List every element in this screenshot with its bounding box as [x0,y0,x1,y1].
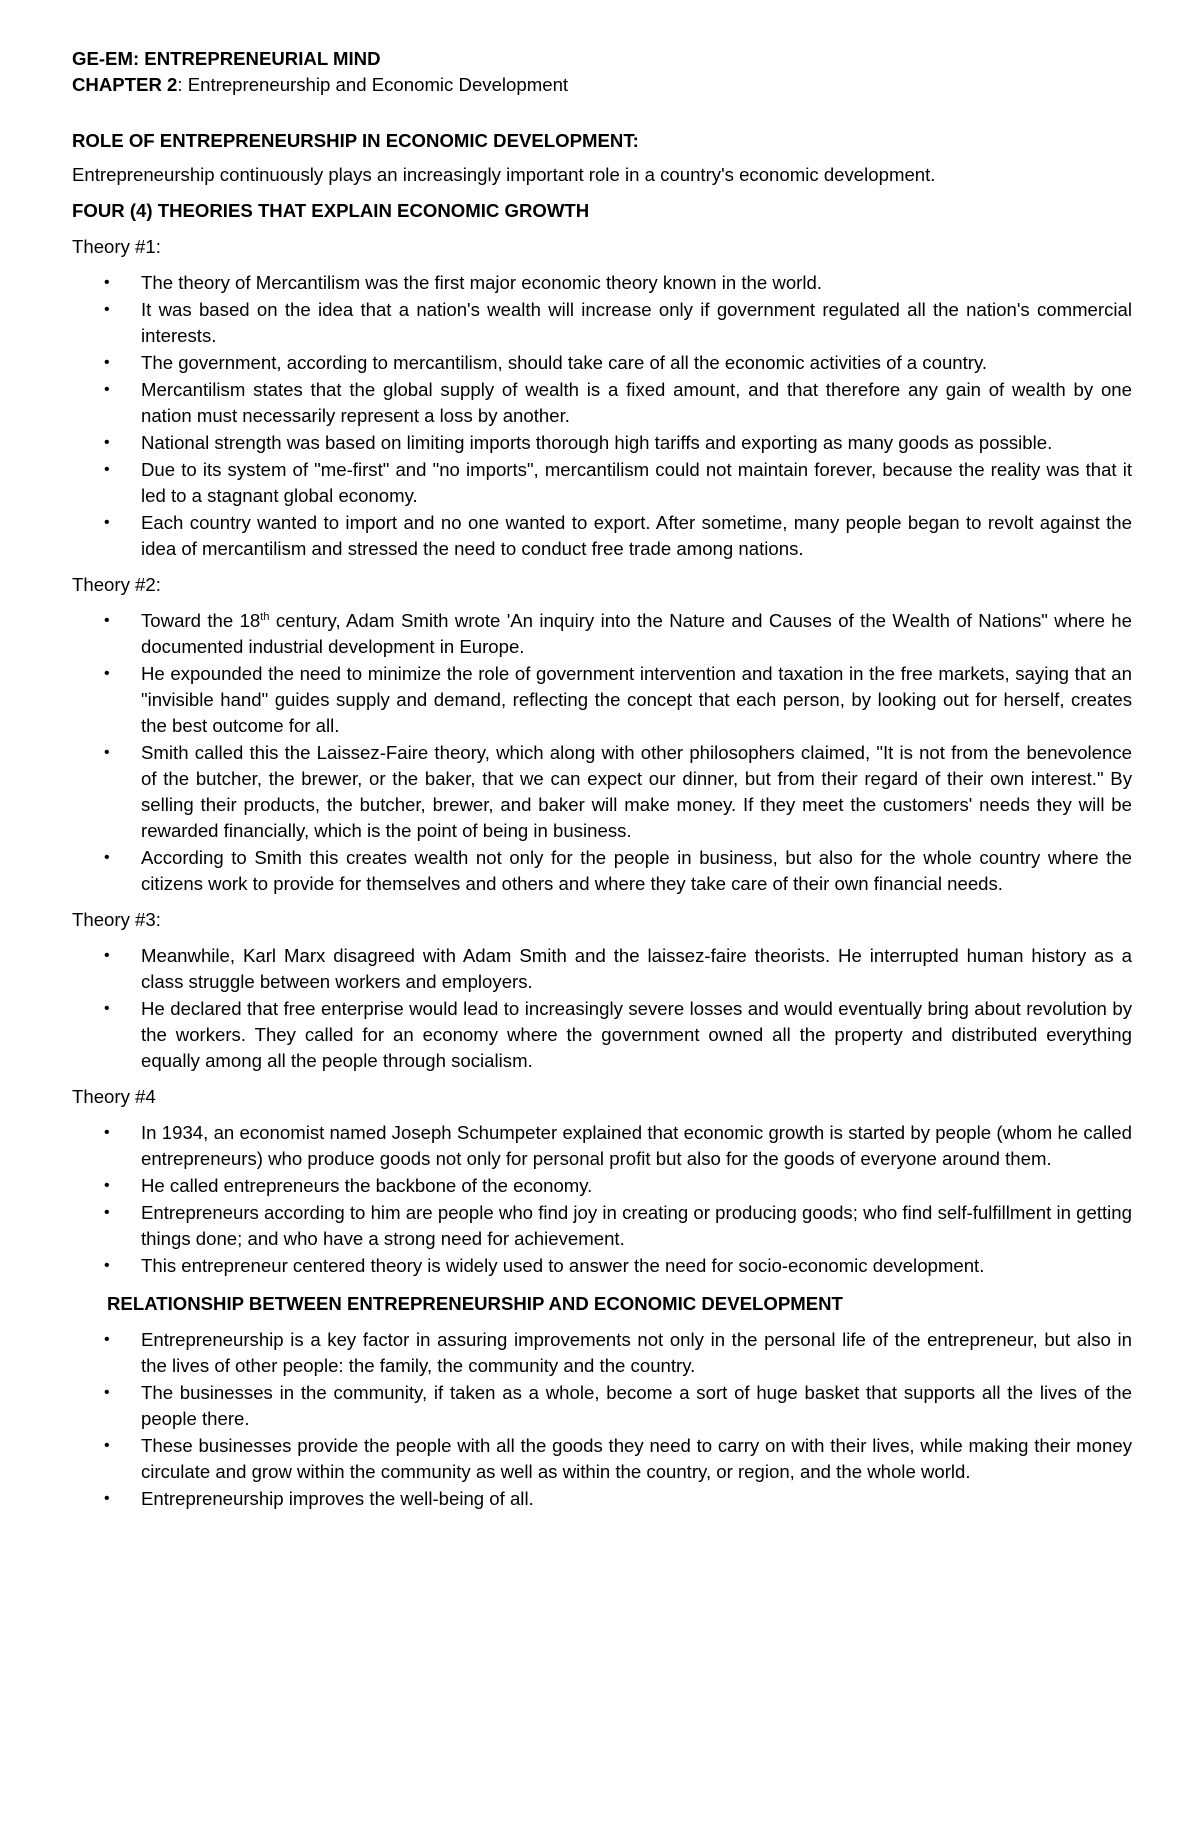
theory-2-label: Theory #2: [72,574,161,595]
list-item [72,377,1132,429]
list-item [72,297,1132,349]
bullet-icon: • [104,665,110,682]
list-item-text: century, Adam Smith wrote 'An inquiry into the Nature and Causes of the Wealth of Nations" where he documented industrial development in Europe. [141,610,1132,657]
list-item-text: The government, according to mercantilism, should take care of all the economic activities of a country. [141,352,988,373]
list-item [72,608,1132,660]
list-item-text: According to Smith this creates wealth not only for the people in business, but also for the whole country where the citizens work to provide for themselves and others and where they take care of their own financial needs. [141,847,1132,894]
bullet-icon: • [104,1384,110,1401]
list-item [72,1433,1132,1485]
list-item-text: These businesses provide the people with all the goods they need to carry on with their lives, while making their money circulate and grow within the community as well as within the country, or region, and the whole world. [141,1435,1132,1482]
bullet-icon: • [104,514,110,531]
bullet-icon: • [104,1000,110,1017]
theory-4-label: Theory #4 [72,1086,156,1107]
list-item [72,996,1132,1074]
list-item [72,1486,1132,1512]
list-item [72,350,1132,376]
bullet-icon: • [104,1124,110,1141]
theory-3-label: Theory #3: [72,909,161,930]
relationship-heading: RELATIONSHIP BETWEEN ENTREPRENEURSHIP AND ECONOMIC DEVELOPMENT [107,1293,843,1314]
bullet-icon: • [104,1331,110,1348]
bullet-icon: • [104,947,110,964]
list-item [72,1200,1132,1252]
list-item-text: Meanwhile, Karl Marx disagreed with Adam Smith and the laissez-faire theorists. He interrupted human history as a class struggle between workers and employers. [141,945,1132,992]
list-item [72,1253,1132,1279]
bullet-icon: • [104,1257,110,1274]
role-heading: ROLE OF ENTREPRENEURSHIP IN ECONOMIC DEVELOPMENT: [72,130,639,151]
list-item-text: He called entrepreneurs the backbone of the economy. [141,1175,593,1196]
bullet-icon: • [104,274,110,291]
list-item-text: National strength was based on limiting imports thorough high tariffs and exporting as many goods as possible. [141,432,1053,453]
bullet-icon: • [104,381,110,398]
list-item-text: He declared that free enterprise would lead to increasingly severe losses and would eventually bring about revolution by the workers. They called for an economy where the government owned all the property and distributed everything equally among all the people through socialism. [141,998,1132,1071]
list-item [72,845,1132,897]
bullet-icon: • [104,354,110,371]
bullet-icon: • [104,744,110,761]
list-item [72,661,1132,739]
bullet-icon: • [104,461,110,478]
list-item [72,1380,1132,1432]
chapter-title: : Entrepreneurship and Economic Development [177,74,569,95]
list-item [72,740,1132,844]
list-item [72,510,1132,562]
theory-1-list [72,270,1132,562]
theory-4-list [72,1120,1132,1279]
list-item-text: He expounded the need to minimize the role of government intervention and taxation in the free markets, saying that an "invisible hand" guides supply and demand, reflecting the concept that each person, by looking out for herself, creates the best outcome for all. [141,663,1132,736]
document-page [72,46,1132,1522]
list-item-text: In 1934, an economist named Joseph Schumpeter explained that economic growth is started by people (whom he called entrepreneurs) who produce goods not only for personal profit but also for the goods of everyone around them. [141,1122,1132,1169]
theories-heading: FOUR (4) THEORIES THAT EXPLAIN ECONOMIC GROWTH [72,200,590,221]
list-item-text: Smith called this the Laissez-Faire theory, which along with other philosophers claimed, "It is not from the benevolence of the butcher, the brewer, or the baker, that we can expect our dinner, but from their regard of their own interest." By selling their products, the butcher, brewer, and baker will make money. If they meet the customers' needs they will be rewarded financially, which is the point of being in business. [141,742,1132,841]
theory-2-list [72,608,1132,897]
bullet-icon: • [104,1490,110,1507]
list-item-text: Each country wanted to import and no one wanted to export. After sometime, many people began to revolt against the idea of mercantilism and stressed the need to conduct free trade among nations. [141,512,1132,559]
list-item [72,1327,1132,1379]
list-item [72,457,1132,509]
relationship-list [72,1327,1132,1512]
bullet-icon: • [104,612,110,629]
list-item [72,270,1132,296]
list-item-text: The theory of Mercantilism was the first major economic theory known in the world. [141,272,823,293]
chapter-line [72,72,1132,98]
list-item [72,943,1132,995]
bullet-icon: • [104,1437,110,1454]
list-item-text: Entrepreneurship is a key factor in assuring improvements not only in the personal life of the entrepreneur, but also in the lives of other people: the family, the community and the country. [141,1329,1132,1376]
theory-1-label: Theory #1: [72,236,161,257]
list-item-text: Toward the 18 [141,610,261,631]
list-item-text: Entrepreneurship improves the well-being of all. [141,1488,534,1509]
theory-3-list [72,943,1132,1074]
list-item-text: It was based on the idea that a nation's wealth will increase only if government regulated all the nation's commercial interests. [141,299,1132,346]
list-item [72,430,1132,456]
list-item [72,1120,1132,1172]
list-item-text: Due to its system of "me-first" and "no imports", mercantilism could not maintain forever, because the reality was that it led to a stagnant global economy. [141,459,1132,506]
bullet-icon: • [104,849,110,866]
list-item-text: Mercantilism states that the global supply of wealth is a fixed amount, and that therefore any gain of wealth by one nation must necessarily represent a loss by another. [141,379,1132,426]
list-item [72,1173,1132,1199]
bullet-icon: • [104,1204,110,1221]
bullet-icon: • [104,1177,110,1194]
list-item-text: Entrepreneurs according to him are people who find joy in creating or producing goods; who find self-fulfillment in getting things done; and who have a strong need for achievement. [141,1202,1132,1249]
role-intro: Entrepreneurship continuously plays an increasingly important role in a country's economic development. [72,164,936,185]
bullet-icon: • [104,301,110,318]
chapter-label: CHAPTER 2 [72,74,178,95]
superscript: th [260,610,270,623]
course-title: GE-EM: ENTREPRENEURIAL MIND [72,48,381,69]
list-item-text: This entrepreneur centered theory is widely used to answer the need for socio-economic development. [141,1255,985,1276]
spacer [72,98,1132,118]
bullet-icon: • [104,434,110,451]
list-item-text: The businesses in the community, if taken as a whole, become a sort of huge basket that supports all the lives of the people there. [141,1382,1132,1429]
